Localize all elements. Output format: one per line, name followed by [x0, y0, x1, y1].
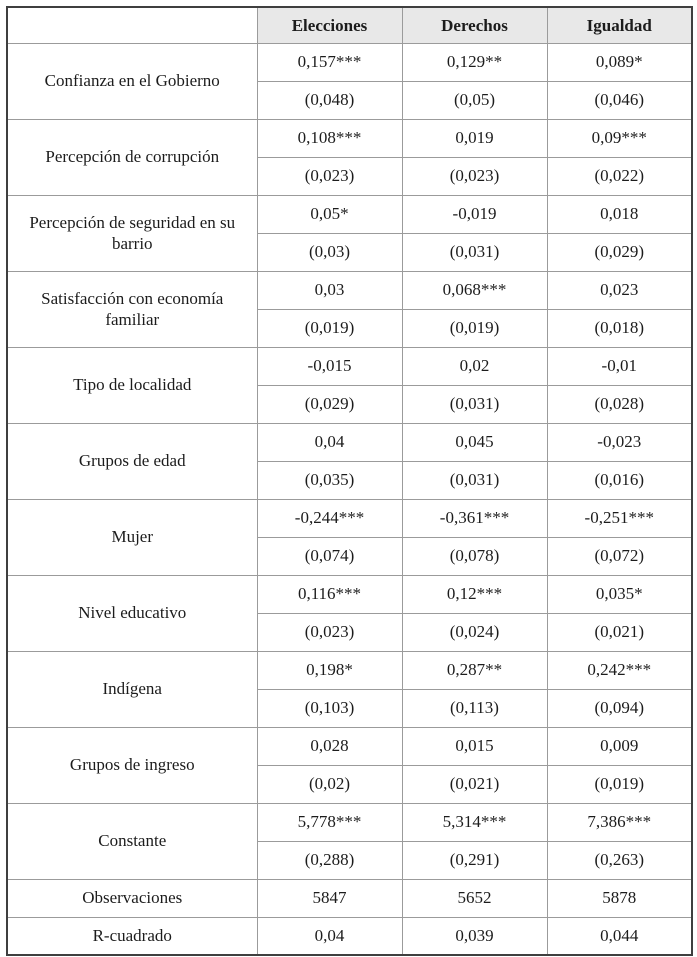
- stderr-cell: (0,029): [257, 385, 402, 423]
- stderr-cell: (0,031): [402, 385, 547, 423]
- summary-value-cell: 0,039: [402, 917, 547, 955]
- stderr-cell: (0,094): [547, 689, 692, 727]
- coefficient-row: [7, 195, 692, 233]
- variable-label: Grupos de ingreso: [7, 727, 257, 803]
- stderr-cell: (0,018): [547, 309, 692, 347]
- column-header-igualdad: Igualdad: [547, 7, 692, 43]
- stderr-cell: (0,029): [547, 233, 692, 271]
- variable-label: Nivel educativo: [7, 575, 257, 651]
- coefficient-cell: 0,242***: [547, 651, 692, 689]
- coefficient-cell: -0,01: [547, 347, 692, 385]
- coefficient-cell: 0,157***: [257, 43, 402, 81]
- coefficient-cell: 0,287**: [402, 651, 547, 689]
- stderr-cell: (0,028): [547, 385, 692, 423]
- coefficient-cell: -0,251***: [547, 499, 692, 537]
- coefficient-cell: 0,108***: [257, 119, 402, 157]
- stderr-cell: (0,046): [547, 81, 692, 119]
- coefficient-cell: 0,028: [257, 727, 402, 765]
- stderr-cell: (0,021): [547, 613, 692, 651]
- stderr-cell: (0,263): [547, 841, 692, 879]
- summary-value-cell: 5652: [402, 879, 547, 917]
- coefficient-cell: 0,009: [547, 727, 692, 765]
- stderr-cell: (0,048): [257, 81, 402, 119]
- coefficient-cell: 0,068***: [402, 271, 547, 309]
- variable-label: Indígena: [7, 651, 257, 727]
- coefficient-row: [7, 651, 692, 689]
- stderr-cell: (0,019): [402, 309, 547, 347]
- coefficient-cell: -0,019: [402, 195, 547, 233]
- coefficient-cell: -0,023: [547, 423, 692, 461]
- coefficient-cell: 5,314***: [402, 803, 547, 841]
- coefficient-row: [7, 727, 692, 765]
- stderr-cell: (0,113): [402, 689, 547, 727]
- variable-label: Satisfacción con economía familiar: [7, 271, 257, 347]
- header-row: [7, 7, 692, 43]
- variable-label: Percepción de seguridad en su barrio: [7, 195, 257, 271]
- coefficient-cell: 0,019: [402, 119, 547, 157]
- regression-table: [6, 6, 693, 956]
- summary-row: [7, 879, 692, 917]
- variable-label: Mujer: [7, 499, 257, 575]
- summary-label: Observaciones: [7, 879, 257, 917]
- variable-label: Grupos de edad: [7, 423, 257, 499]
- summary-value-cell: 5847: [257, 879, 402, 917]
- summary-label: R-cuadrado: [7, 917, 257, 955]
- coefficient-cell: -0,244***: [257, 499, 402, 537]
- coefficient-cell: 0,05*: [257, 195, 402, 233]
- stderr-cell: (0,021): [402, 765, 547, 803]
- coefficient-row: [7, 271, 692, 309]
- coefficient-cell: 0,089*: [547, 43, 692, 81]
- coefficient-row: [7, 575, 692, 613]
- stderr-cell: (0,288): [257, 841, 402, 879]
- stderr-cell: (0,03): [257, 233, 402, 271]
- summary-row: [7, 917, 692, 955]
- coefficient-row: [7, 499, 692, 537]
- coefficient-cell: 0,02: [402, 347, 547, 385]
- stderr-cell: (0,023): [402, 157, 547, 195]
- coefficient-cell: 0,045: [402, 423, 547, 461]
- stderr-cell: (0,05): [402, 81, 547, 119]
- stderr-cell: (0,024): [402, 613, 547, 651]
- summary-value-cell: 0,04: [257, 917, 402, 955]
- stderr-cell: (0,291): [402, 841, 547, 879]
- summary-value-cell: 0,044: [547, 917, 692, 955]
- stderr-cell: (0,103): [257, 689, 402, 727]
- column-header-elecciones: Elecciones: [257, 7, 402, 43]
- coefficient-row: [7, 119, 692, 157]
- coefficient-cell: 5,778***: [257, 803, 402, 841]
- stderr-cell: (0,074): [257, 537, 402, 575]
- coefficient-cell: 0,035*: [547, 575, 692, 613]
- coefficient-row: [7, 803, 692, 841]
- stderr-cell: (0,031): [402, 233, 547, 271]
- coefficient-cell: 0,116***: [257, 575, 402, 613]
- stderr-cell: (0,023): [257, 157, 402, 195]
- coefficient-cell: 0,04: [257, 423, 402, 461]
- coefficient-row: [7, 347, 692, 385]
- corner-cell: [7, 7, 257, 43]
- stderr-cell: (0,022): [547, 157, 692, 195]
- coefficient-cell: 0,12***: [402, 575, 547, 613]
- stderr-cell: (0,078): [402, 537, 547, 575]
- coefficient-cell: 7,386***: [547, 803, 692, 841]
- coefficient-cell: 0,198*: [257, 651, 402, 689]
- variable-label: Percepción de corrupción: [7, 119, 257, 195]
- coefficient-cell: 0,015: [402, 727, 547, 765]
- coefficient-cell: -0,361***: [402, 499, 547, 537]
- variable-label: Constante: [7, 803, 257, 879]
- coefficient-row: [7, 423, 692, 461]
- stderr-cell: (0,023): [257, 613, 402, 651]
- coefficient-cell: 0,03: [257, 271, 402, 309]
- stderr-cell: (0,016): [547, 461, 692, 499]
- stderr-cell: (0,035): [257, 461, 402, 499]
- coefficient-cell: 0,023: [547, 271, 692, 309]
- stderr-cell: (0,072): [547, 537, 692, 575]
- column-header-derechos: Derechos: [402, 7, 547, 43]
- stderr-cell: (0,02): [257, 765, 402, 803]
- coefficient-cell: 0,018: [547, 195, 692, 233]
- stderr-cell: (0,019): [257, 309, 402, 347]
- coefficient-row: [7, 43, 692, 81]
- coefficient-cell: 0,129**: [402, 43, 547, 81]
- summary-value-cell: 5878: [547, 879, 692, 917]
- stderr-cell: (0,019): [547, 765, 692, 803]
- coefficient-cell: -0,015: [257, 347, 402, 385]
- coefficient-cell: 0,09***: [547, 119, 692, 157]
- variable-label: Tipo de localidad: [7, 347, 257, 423]
- stderr-cell: (0,031): [402, 461, 547, 499]
- variable-label: Confianza en el Gobierno: [7, 43, 257, 119]
